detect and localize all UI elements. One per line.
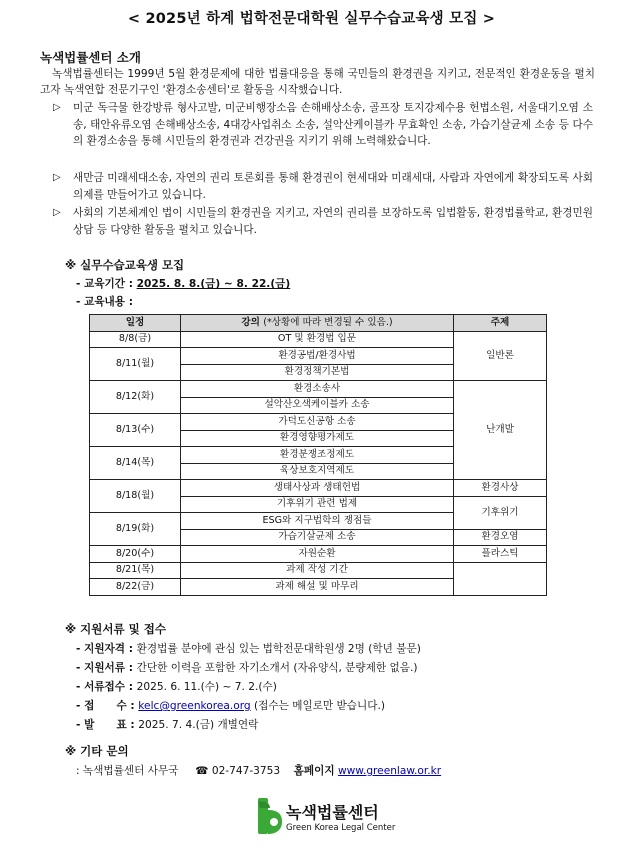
lecture-cell: 육상보호지역제도 <box>181 463 454 480</box>
triangle-bullet-icon: ▷ <box>53 207 61 218</box>
date-cell: 8/12(화) <box>90 381 181 414</box>
etc-heading: ※ 기타 문의 <box>65 744 129 758</box>
apply-item-deadline <box>76 679 277 694</box>
topic-cell: 일반론 <box>454 331 547 381</box>
apply-item-label: - 발 표 : <box>76 719 139 731</box>
intro-bullet-text: 미군 독극물 한강방류 형사고발, 미군비행장소음 손해배상소송, 골프장 토지강제수용 헌법소원, 서울대기오염 소송, 태안유류오염 손해배상소송, 4대강사업취소 소송, 설악산케이블카 무효확인 소송, 가습기살균제 소송 등 다수의 환경소송을 통해 시민들의 환경권과 건강권을 지키기 위해 노력해왔습니다. <box>73 102 593 148</box>
date-cell: 8/13(수) <box>90 414 181 447</box>
table-row <box>90 546 547 563</box>
lecture-cell: 가습기살균제 소송 <box>181 529 454 546</box>
lecture-cell: 과제 작성 기간 <box>181 562 454 579</box>
contact-line <box>76 763 441 778</box>
header-lecture-label: 강의 <box>241 316 260 328</box>
apply-item-value: 간단한 이력을 포함한 자기소개서 (자유양식, 분량제한 없음.) <box>136 662 418 674</box>
lecture-cell: ESG와 지구법학의 쟁점들 <box>181 513 454 530</box>
lecture-cell: 환경공법/환경사법 <box>181 348 454 365</box>
green-leaf-logo-icon <box>256 796 284 840</box>
apply-item-value: 2025. 7. 4.(금) 개별연락 <box>138 719 259 731</box>
date-cell: 8/20(수) <box>90 546 181 563</box>
intro-bullet-text: 새만금 미래세대소송, 자연의 권리 토론회를 통해 환경권이 현세대와 미래세대, 사람과 자연에게 확장되도록 사회의제를 만들어가고 있습니다. <box>73 172 593 201</box>
lecture-cell: 환경정책기본법 <box>181 364 454 381</box>
schedule-table <box>89 314 547 596</box>
topic-cell: 기후위기 <box>454 496 547 529</box>
lecture-cell: 생태사상과 생태헌법 <box>181 480 454 497</box>
intro-bullet-1 <box>53 100 593 150</box>
topic-cell: 환경오염 <box>454 529 547 546</box>
intro-paragraph-text: 녹색법률센터는 1999년 5월 환경문제에 대한 법률대응을 통해 국민들의 환경권을 지키고, 전문적인 환경운동을 펼치고자 녹색연합 전문기구인 '환경소송센터'로 활동을 시작했습니다. <box>40 68 595 96</box>
apply-item-value: 환경법률 분야에 관심 있는 법학전문대학원생 2명 (학년 불문) <box>136 643 421 655</box>
lecture-cell: 기후위기 관련 법제 <box>181 496 454 513</box>
homepage-link[interactable]: www.greenlaw.or.kr <box>337 765 442 777</box>
recruit-heading: ※ 실무수습교육생 모집 <box>65 258 185 272</box>
phone-number: 02-747-3753 <box>211 765 281 777</box>
intro-heading: 녹색법률센터 소개 <box>40 50 141 65</box>
homepage-label: 홈페이지 <box>293 765 335 777</box>
topic-cell: 난개발 <box>454 381 547 480</box>
triangle-bullet-icon: ▷ <box>53 102 61 113</box>
table-row <box>90 381 547 398</box>
lecture-cell: 환경영향평가제도 <box>181 430 454 447</box>
lecture-cell: 자원순환 <box>181 546 454 563</box>
logo-english-name: Green Korea Legal Center <box>286 823 396 833</box>
logo-name: 녹색법률센터 <box>286 803 379 822</box>
intro-bullet-text: 사회의 기본체계인 법이 시민들의 환경권을 지키고, 자연의 권리를 보장하도록 입법활동, 환경법률학교, 환경민원상담 등 다양한 활동을 펼치고 있습니다. <box>73 207 593 236</box>
topic-cell <box>454 562 547 595</box>
education-period-value: 2025. 8. 8.(금) ~ 8. 22.(금) <box>136 278 291 290</box>
lecture-cell: OT 및 환경법 입문 <box>181 331 454 348</box>
education-period-label: - 교육기간 : <box>76 278 137 290</box>
email-link[interactable]: kelc@greenkorea.org <box>138 700 251 712</box>
date-cell: 8/18(월) <box>90 480 181 513</box>
header-lecture <box>181 315 454 332</box>
date-cell: 8/21(목) <box>90 562 181 579</box>
lecture-cell: 설악산오색케이블카 소송 <box>181 397 454 414</box>
date-cell: 8/11(월) <box>90 348 181 381</box>
apply-item-value: (접수는 메일로만 받습니다.) <box>250 700 385 712</box>
apply-item-label: - 접 수 : <box>76 700 139 712</box>
table-row <box>90 480 547 497</box>
lecture-cell: 환경소송사 <box>181 381 454 398</box>
date-cell: 8/8(금) <box>90 331 181 348</box>
date-cell: 8/14(목) <box>90 447 181 480</box>
lecture-cell: 환경분쟁조정제도 <box>181 447 454 464</box>
topic-cell: 환경사상 <box>454 480 547 497</box>
apply-item-qualification <box>76 641 421 656</box>
table-row <box>90 331 547 348</box>
education-period <box>76 276 290 291</box>
apply-item-label: - 지원서류 : <box>76 662 137 674</box>
education-content-label: - 교육내용 : <box>76 296 133 308</box>
intro-paragraph <box>40 67 595 98</box>
page-title: < 2025년 하계 법학전문대학원 실무수습교육생 모집 > <box>127 11 496 27</box>
topic-cell: 플라스틱 <box>454 546 547 563</box>
apply-item-value: 2025. 6. 11.(수) ~ 7. 2.(수) <box>136 681 277 693</box>
date-cell: 8/19(화) <box>90 513 181 546</box>
apply-item-label: - 서류접수 : <box>76 681 137 693</box>
triangle-bullet-icon: ▷ <box>53 172 61 183</box>
lecture-cell: 가덕도신공항 소송 <box>181 414 454 431</box>
intro-bullet-3 <box>53 205 593 238</box>
date-cell: 8/22(금) <box>90 579 181 596</box>
header-lecture-note: (*상황에 따라 변경될 수 있음.) <box>263 316 393 328</box>
table-row <box>90 562 547 579</box>
lecture-cell: 과제 해설 및 마무리 <box>181 579 454 596</box>
office-name: : 녹색법률센터 사무국 <box>76 765 179 777</box>
table-header-row <box>90 315 547 332</box>
apply-item-label: - 지원자격 : <box>76 643 137 655</box>
header-date: 일정 <box>90 315 181 332</box>
header-topic: 주제 <box>454 315 547 332</box>
center-logo <box>256 796 416 840</box>
apply-item-submission <box>76 698 385 713</box>
apply-item-announcement <box>76 717 258 732</box>
apply-item-documents <box>76 660 417 675</box>
apply-heading: ※ 지원서류 및 접수 <box>65 622 166 636</box>
phone-icon: ☎ <box>195 765 209 777</box>
intro-bullet-2 <box>53 170 593 203</box>
